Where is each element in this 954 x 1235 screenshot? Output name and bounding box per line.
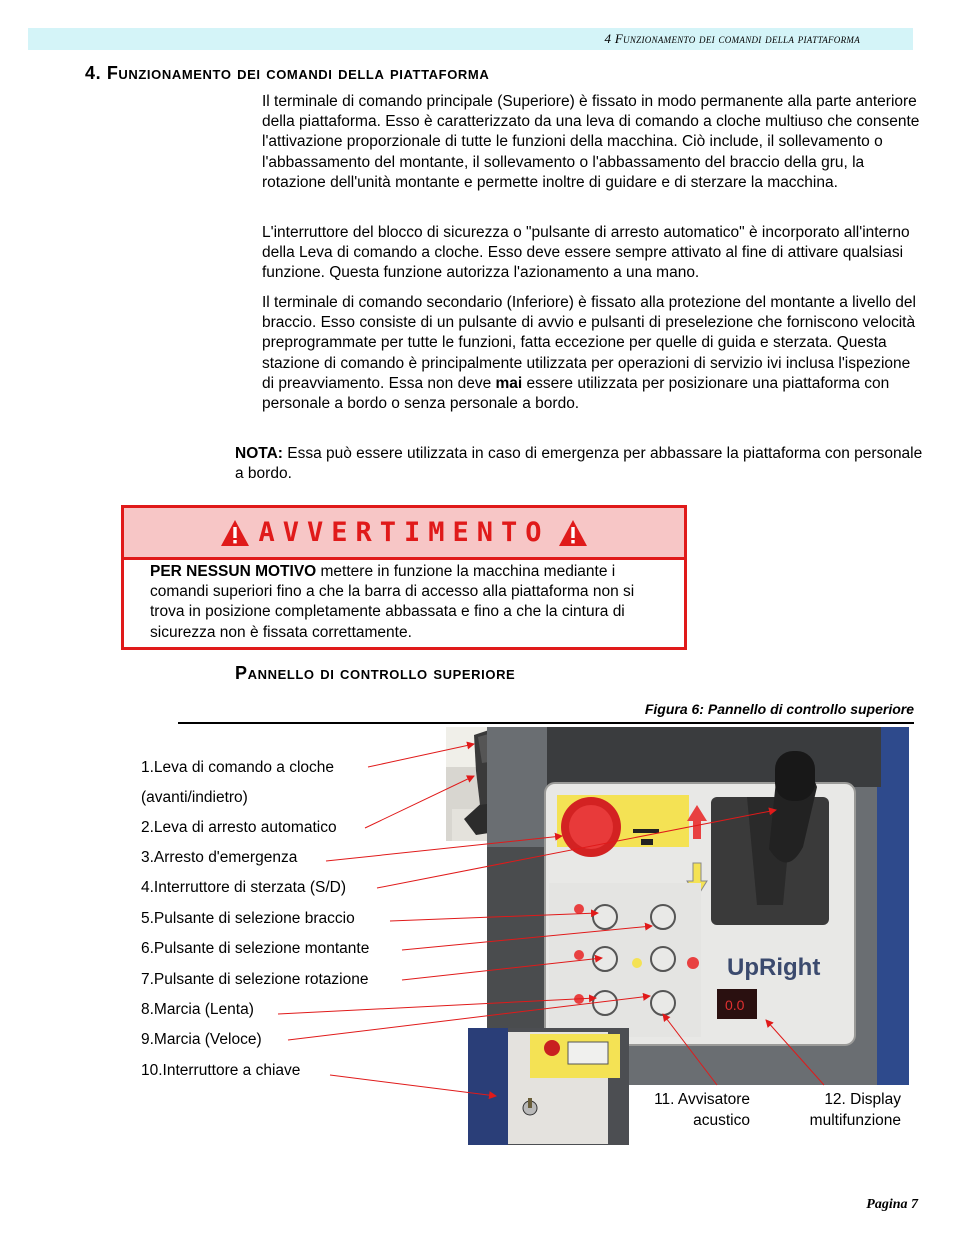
label-key-switch: 10.Interruttore a chiave — [141, 1062, 301, 1079]
multifunction-display-readout: 0.0 — [725, 997, 745, 1013]
label-auto-stop-lever: 2.Leva di arresto automatico — [141, 819, 337, 836]
label-boom-select: 5.Pulsante di selezione braccio — [141, 910, 355, 927]
label-display-line1: 12. Display — [824, 1091, 901, 1108]
label-steer-switch: 4.Interruttore di sterzata (S/D) — [141, 879, 347, 896]
label-joystick: 1.Leva di comando a cloche — [141, 759, 335, 776]
label-drive-fast: 9.Marcia (Veloce) — [141, 1031, 262, 1048]
label-joystick-direction: (avanti/indietro) — [141, 789, 248, 806]
label-rotation-select: 7.Pulsante di selezione rotazione — [141, 971, 369, 988]
label-drive-slow: 8.Marcia (Lenta) — [141, 1001, 254, 1018]
paragraph-main-terminal: Il terminale di comando principale (Superiore) è fissato in modo permanente alla parte anteriore della piattaforma. Esso è caratterizzato da una leva di comando a cloche multiuso che consente l'attivazione proporzionale di tutte le funzioni della macchina. Ciò include, il sollevamento o l'abbassamento del montante, il sollevamento o l'abbassamento del braccio della gru, la rotazione dell'unità montante e permette inoltre di guidare e di sterzare la macchina. — [262, 93, 920, 191]
label-mast-select: 6.Pulsante di selezione montante — [141, 940, 370, 957]
warning-bold-lead: PER NESSUN MOTIVO — [150, 563, 317, 580]
warning-title: AVVERTIMENTO — [258, 517, 550, 548]
label-emergency-stop: 3.Arresto d'emergenza — [141, 849, 298, 866]
label-horn — [630, 1089, 750, 1131]
note-text: Essa può essere utilizzata in caso di emergenza per abbassare la piattaforma con personale a bordo. — [235, 445, 923, 483]
label-display — [780, 1089, 901, 1131]
p3-text-after: essere utilizzata per posizionare una piattaforma con personale a bordo o senza personale a bordo. — [262, 374, 890, 413]
paragraph-safety-switch: L'interruttore del blocco di sicurezza o "pulsante di arresto automatico" è incorporato all'interno della Leva di comando a cloche. Esso deve essere sempre attivato al fine di attivare qualsiasi funzione. Questa funzione autorizza l'azionamento a una mano. — [262, 224, 910, 282]
warning-text: mettere in funzione la macchina mediante i comandi superiori fino a che la barra di accesso alla piattaforma non si trova in posizione completamente abbassata e fino a che la cintura di sicurezza non è fissata correttamente. — [150, 563, 635, 641]
subsection-title: Pannello di controllo superiore — [235, 663, 516, 683]
section-title: 4. Funzionamento dei comandi della piattaforma — [85, 63, 490, 83]
running-header-title: 4 Funzionamento dei comandi della piattaforma — [604, 31, 860, 46]
brand-logo: UpRight — [727, 954, 821, 981]
p3-bold-mai: mai — [495, 374, 523, 392]
figure-caption: Figura 6: Pannello di controllo superiore — [644, 701, 914, 717]
page-number: Pagina 7 — [866, 1197, 918, 1212]
label-display-line2: multifunzione — [809, 1112, 901, 1129]
label-horn-line2: acustico — [693, 1112, 750, 1129]
label-horn-line1: 11. Avvisatore — [654, 1091, 750, 1108]
p3-text-before: Il terminale di comando secondario (Inferiore) è fissato alla protezione del montante a livello del braccio. Esso consiste di un pulsante di avvio e pulsanti di preselezione che forniscono velocità preprogrammate per tutte le funzioni, fatta eccezione per quelle di guida e sterzata. Questa stazione di comando è principalmente utilizzata per operazioni di servizio ivi inclusa l'ispezione di preavviamento. Essa non deve — [262, 294, 916, 392]
note-label: NOTA: — [235, 445, 283, 462]
